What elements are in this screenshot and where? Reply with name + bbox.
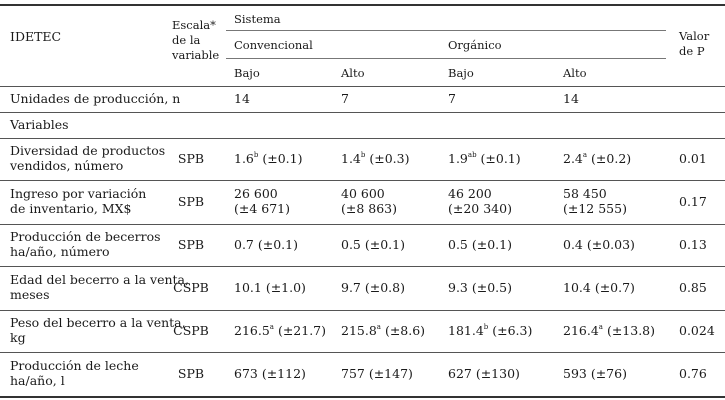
cell-value: 1.4$^b$ (±0.3): [341, 150, 410, 166]
header-escala-line1: Escala*: [172, 18, 216, 32]
significance-letter: a: [376, 322, 381, 331]
cell-sd: (±8 863): [341, 201, 398, 216]
row-scale: SPB: [177, 237, 205, 252]
units-org-bajo: 7: [448, 91, 456, 106]
header-org-bajo: Bajo: [448, 66, 474, 80]
header-sistema: Sistema: [234, 12, 281, 26]
row-label-line2: de inventario, MX$: [10, 201, 132, 216]
header-conv-bajo: Bajo: [234, 66, 260, 80]
cell-value: 593 (±76): [563, 366, 627, 381]
top-rule: [0, 4, 725, 6]
cell-value: 216.5$^a$ (±21.7): [234, 322, 327, 338]
row-p-value: 0.76: [679, 366, 707, 381]
header-conv-alto: Alto: [341, 66, 365, 80]
significance-letter: b: [360, 150, 366, 159]
variables-section-label: Variables: [10, 117, 69, 132]
significance-letter: a: [269, 322, 274, 331]
cell-value: 0.5 (±0.1): [448, 237, 512, 252]
header-bottom-rule: [0, 86, 725, 87]
units-row-label: Unidades de producción, n: [10, 91, 181, 106]
cell-value: 0.5 (±0.1): [341, 237, 405, 252]
header-valor-line1: Valor: [679, 29, 710, 43]
row-rule-3: [0, 266, 725, 267]
significance-letter: ab: [467, 150, 477, 159]
cell-value: 181.4$^b$ (±6.3): [448, 322, 533, 338]
significance-letter: a: [582, 150, 588, 159]
bottom-rule: [0, 396, 725, 398]
cell-value: 627 (±130): [448, 366, 520, 381]
significance-letter: b: [253, 150, 259, 159]
row-label-line2: ha/año, l: [10, 373, 65, 388]
cell-value: 1.9$^{ab}$ (±0.1): [448, 150, 521, 166]
cell-value: 757 (±147): [341, 366, 413, 381]
row-label-line2: kg: [10, 330, 26, 345]
cell-value: 0.7 (±0.1): [234, 237, 298, 252]
header-escala-line2: de la: [172, 33, 201, 47]
row-label-line1: Producción de leche: [10, 358, 139, 373]
row-rule-units: [0, 112, 725, 113]
row-scale: SPB: [177, 151, 205, 166]
row-label-line1: Edad del becerro a la venta,: [10, 272, 189, 287]
header-convencional: Convencional: [234, 38, 313, 52]
significance-letter: a: [598, 322, 603, 331]
row-p-value: 0.17: [679, 194, 707, 209]
row-scale: CSPB: [173, 280, 209, 295]
row-label-line2: vendidos, número: [10, 158, 124, 173]
units-org-alto: 14: [563, 91, 579, 106]
significance-letter: b: [483, 322, 489, 331]
cell-value: 46 200: [448, 186, 492, 201]
cell-sd: (±4 671): [234, 201, 291, 216]
header-organico: Orgánico: [448, 38, 502, 52]
subgroup-rule: [226, 58, 666, 59]
row-scale: CSPB: [173, 323, 209, 338]
row-p-value: 0.85: [679, 280, 707, 295]
row-rule-variables: [0, 138, 725, 139]
header-valor-line2: de P: [679, 44, 705, 58]
row-label-line2: ha/año, número: [10, 244, 110, 259]
cell-sd: (±20 340): [448, 201, 512, 216]
header-idetec: IDETEC: [10, 29, 62, 44]
cell-value: 215.8$^a$ (±8.6): [341, 322, 426, 338]
cell-value: 9.3 (±0.5): [448, 280, 512, 295]
header-escala-line3: variable: [172, 48, 220, 62]
row-rule-4: [0, 310, 725, 311]
cell-value: 216.4$^a$ (±13.8): [563, 322, 656, 338]
row-label-line1: Diversidad de productos: [10, 143, 166, 158]
cell-value: 10.4 (±0.7): [563, 280, 635, 295]
row-label-line1: Peso del becerro a la venta,: [10, 315, 186, 330]
cell-value: 1.6$^b$ (±0.1): [234, 150, 303, 166]
header-org-alto: Alto: [563, 66, 587, 80]
cell-value: 10.1 (±1.0): [234, 280, 306, 295]
cell-value: 2.4$^a$ (±0.2): [563, 150, 632, 166]
row-rule-1: [0, 180, 725, 181]
cell-value: 9.7 (±0.8): [341, 280, 405, 295]
row-label-line1: Ingreso por variación: [10, 186, 147, 201]
row-label-line1: Producción de becerros: [10, 229, 161, 244]
row-p-value: 0.024: [679, 323, 715, 338]
units-conv-alto: 7: [341, 91, 349, 106]
row-rule-5: [0, 352, 725, 353]
cell-value: 0.4 (±0.03): [563, 237, 635, 252]
sistema-rule: [226, 30, 666, 31]
row-scale: SPB: [177, 194, 205, 209]
units-conv-bajo: 14: [234, 91, 250, 106]
row-p-value: 0.13: [679, 237, 707, 252]
cell-value: 673 (±112): [234, 366, 306, 381]
cell-sd: (±12 555): [563, 201, 627, 216]
cell-value: 58 450: [563, 186, 607, 201]
row-rule-2: [0, 224, 725, 225]
cell-value: 40 600: [341, 186, 385, 201]
row-label-line2: meses: [10, 287, 50, 302]
row-scale: SPB: [177, 366, 205, 381]
cell-value: 26 600: [234, 186, 278, 201]
row-p-value: 0.01: [679, 151, 707, 166]
